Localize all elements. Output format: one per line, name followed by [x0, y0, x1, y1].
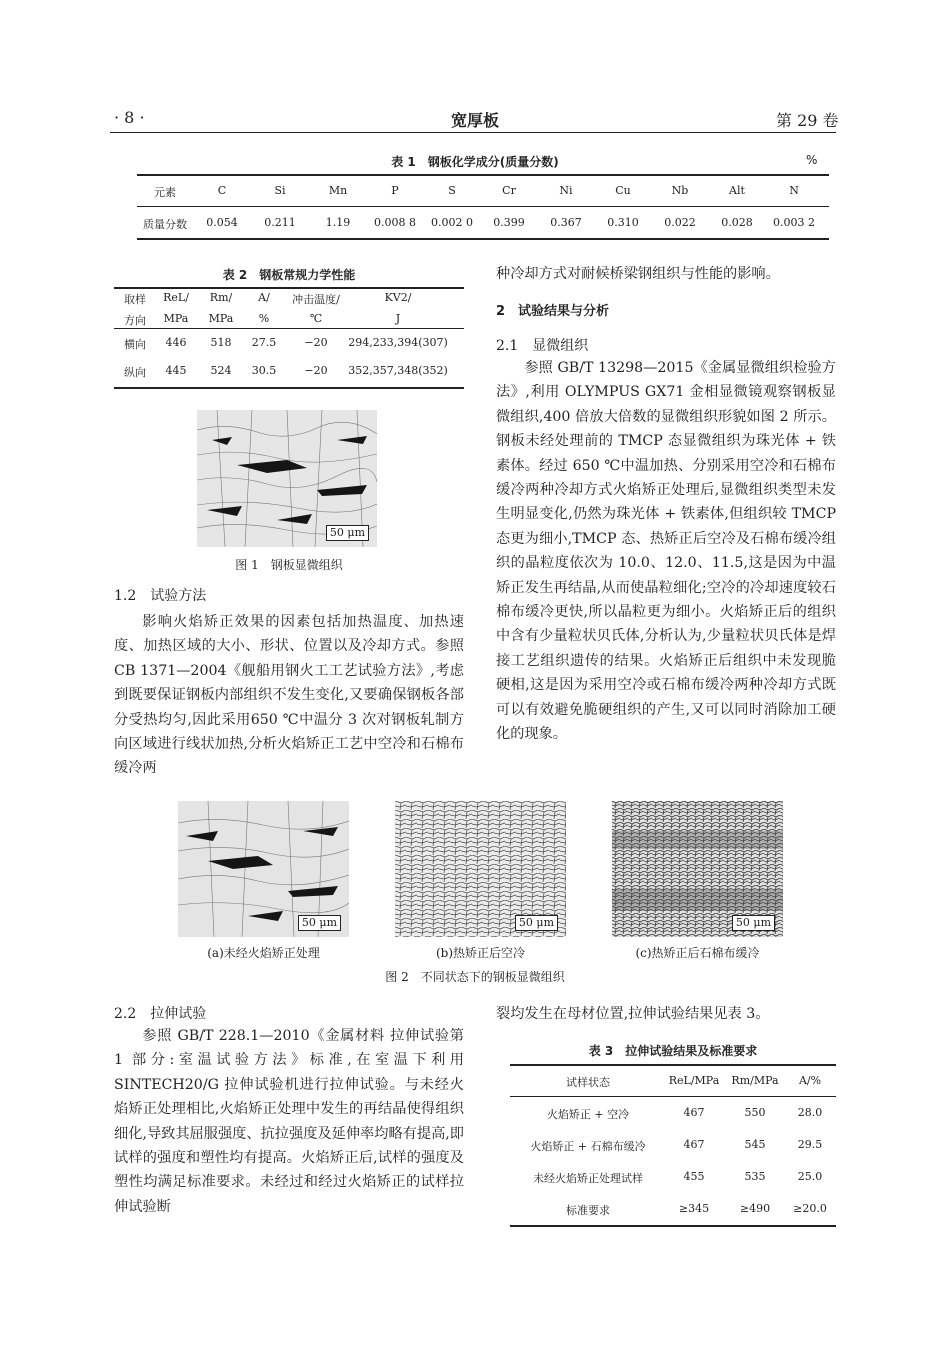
table1-cell: 0.003 2	[773, 216, 815, 229]
table1-cell: 0.028	[721, 216, 753, 229]
table2-mid-rule	[114, 328, 464, 329]
table1-header-cell: C	[217, 184, 227, 197]
table1-header-cell: S	[448, 184, 456, 197]
section-2-2-right-text: 裂均发生在母材位置,拉伸试验结果见表 3。	[496, 1006, 770, 1022]
table3-cell: ≥345	[678, 1202, 710, 1215]
table1-cell: 0.399	[493, 216, 525, 229]
right-continuation: 种冷却方式对耐候桥梁钢组织与性能的影响。	[496, 266, 780, 282]
table2-header-cell: Rm/	[209, 291, 233, 304]
header-rule	[110, 132, 836, 133]
table1-header-cell: Cr	[502, 184, 516, 197]
table2-unit-cell: MPa	[208, 312, 234, 325]
table2-cell: 524	[210, 364, 232, 377]
figure2c-micrograph	[612, 801, 783, 937]
table3-cell: 28.0	[797, 1106, 823, 1119]
table3-cell: 467	[683, 1106, 705, 1119]
table1-cell: 0.008 8	[374, 216, 416, 229]
table2-cell: 518	[210, 336, 232, 349]
table2-unit-cell: ℃	[309, 312, 323, 325]
table3-header-cell: Rm/MPa	[731, 1074, 779, 1087]
table2-cell: 27.5	[251, 336, 277, 349]
table3-bottom-rule	[510, 1225, 836, 1227]
table1-bottom-rule	[137, 238, 829, 240]
table3-caption: 表 3 拉伸试验结果及标准要求	[588, 1044, 758, 1058]
table1-header-cell: N	[789, 184, 799, 197]
table3-header-cell: ReL/MPa	[668, 1074, 720, 1087]
table3-cell: 535	[744, 1170, 766, 1183]
table2-cell: 30.5	[251, 364, 277, 377]
table1-header-cell: 元素	[154, 186, 176, 199]
section-2-1-text: 参照 GB/T 13298—2015《金属显微组织检验方法》,利用 OLYMPUS GX71 金相显微镜观察钢板显微组织,400 倍放大倍数的显微组织形貌如图 2 所示。钢板未经处理前的 TMCP 态显微组织为珠光体 + 铁素体。经过 650 ℃中温加热、分别采用空冷和石棉布缓冷两种冷却方式火焰矫正处理后,显微组织类型未发生明显变化,仍然为珠光体 + 铁素体,但组织较 TMCP 态更为细小,TMCP 态、热矫正后空冷及石棉布缓冷组织的晶粒度依次为 10.0、12.0、11.5,这是因为中温矫正发生再结晶,从而使晶粒细化;空冷的冷却速度较石棉布缓冷更快,所以晶粒更为细小。火焰矫正后的组织中含有少量粒状贝氏体,分析认为,少量粒状贝氏体是焊接工艺组织遗传的结果。火焰矫正后组织中未发现脆硬相,这是因为采用空冷或石棉布缓冷两种冷却方式既可以有效避免脆硬组织的产生,又可以同时消除加工硬化的现象。	[496, 360, 836, 743]
figure2-caption: 图 2 不同状态下的钢板显微组织	[385, 970, 565, 984]
table2-header-cell: 取样	[124, 293, 146, 306]
table3-cell: 25.0	[797, 1170, 823, 1183]
page-number: · 8 ·	[114, 108, 145, 127]
table1-header-cell: Nb	[671, 184, 689, 197]
table3-cell: 550	[744, 1106, 766, 1119]
table2-caption: 表 2 钢板常规力学性能	[222, 268, 356, 282]
table2-cell: 446	[165, 336, 187, 349]
table2-header-cell: KV2/	[384, 291, 412, 304]
table3-cell: 标准要求	[566, 1204, 610, 1217]
section-1-2-heading: 1.2 试验方法	[114, 588, 207, 604]
figure2a-scale-bar: 50 μm	[298, 915, 341, 931]
table1-cell: 0.310	[607, 216, 639, 229]
table2-cell: 352,357,348(352)	[348, 364, 448, 377]
figure2b-caption: (b)热矫正后空冷	[435, 946, 526, 960]
table2-unit-cell: MPa	[163, 312, 189, 325]
volume-label: 第 29 卷	[776, 111, 839, 130]
table2-cell: −20	[304, 336, 328, 349]
table3-cell: 467	[683, 1138, 705, 1151]
table3-mid-rule	[510, 1096, 836, 1097]
table2-bottom-rule	[114, 387, 464, 389]
section-2-2-heading: 2.2 拉伸试验	[114, 1006, 207, 1022]
figure2c-caption: (c)热矫正后石棉布缓冷	[635, 946, 760, 960]
table2-cell: −20	[304, 364, 328, 377]
figure2c-scale-bar: 50 μm	[732, 915, 775, 931]
table1-mid-rule	[137, 206, 829, 207]
figure2a-caption: (a)未经火焰矫正处理	[207, 946, 320, 960]
table2-cell: 纵向	[124, 366, 146, 379]
table1-cell: 0.367	[550, 216, 582, 229]
table3-cell: ≥20.0	[793, 1202, 827, 1215]
section-2-2-text: 参照 GB/T 228.1—2010《金属材料 拉伸试验第 1 部分:室温试验方法》标准,在室温下利用 SINTECH20/G 拉伸试验机进行拉伸试验。与未经火焰矫正处理相比,火焰矫正处理中发生的再结晶使得组织细化,导致其屈服强度、抗拉强度及延伸率均略有提高,即试样的强度和塑性均有提高。火焰矫正后,试样的强度及塑性均满足标准要求。未经过和经过火焰矫正的试样拉伸试验断	[114, 1028, 464, 1215]
table1-header-cell: P	[391, 184, 399, 197]
table1-header-cell: Cu	[615, 184, 631, 197]
table3-cell: 未经火焰矫正处理试样	[533, 1172, 643, 1185]
table3-top-rule	[510, 1064, 836, 1066]
figure1-micrograph	[197, 410, 377, 547]
table3-cell: 火焰矫正 + 石棉布缓冷	[530, 1140, 646, 1153]
table3-header-cell: 试样状态	[566, 1076, 610, 1089]
table3-cell: 455	[683, 1170, 705, 1183]
table2-unit-cell: J	[395, 312, 401, 325]
table1-cell: 1.19	[325, 216, 351, 229]
table2-unit-cell: %	[258, 312, 270, 325]
table2-header-cell: 冲击温度/	[292, 293, 340, 306]
figure1-scale-bar: 50 μm	[326, 525, 369, 541]
section-2-1-heading: 2.1 显微组织	[496, 338, 589, 354]
table2-cell: 横向	[124, 338, 146, 351]
table1-unit: %	[806, 153, 818, 167]
table1-cell: 0.022	[664, 216, 696, 229]
table1-cell: 质量分数	[143, 218, 187, 231]
table3-header-cell: A/%	[798, 1074, 822, 1087]
table2-header-cell: A/	[258, 291, 270, 304]
table2-top-rule	[114, 287, 464, 289]
journal-title: 宽厚板	[450, 111, 499, 130]
table1-cell: 0.002 0	[431, 216, 473, 229]
figure2b-scale-bar: 50 μm	[515, 915, 558, 931]
figure1-caption: 图 1 钢板显微组织	[235, 558, 343, 572]
table1-cell: 0.211	[264, 216, 296, 229]
table1-header-cell: Ni	[559, 184, 573, 197]
table1-top-rule	[137, 174, 829, 176]
table2-cell: 445	[165, 364, 187, 377]
table1-cell: 0.054	[206, 216, 238, 229]
figure2b-micrograph	[395, 801, 566, 937]
section-1-2-text: 影响火焰矫正效果的因素包括加热温度、加热速度、加热区域的大小、形状、位置以及冷却方式。参照 CB 1371—2004《舰船用钢火工工艺试验方法》,考虑到既要保证钢板内部组织不发生变化,又要确保钢板各部分受热均匀,因此采用650 ℃中温分 3 次对钢板轧制方向区域进行线状加热,分析火焰矫正工艺中空冷和石棉布缓冷两	[114, 614, 464, 777]
table1-header-cell: Mn	[328, 184, 348, 197]
table1-header-cell: Alt	[729, 184, 745, 197]
table1-header-cell: Si	[274, 184, 286, 197]
table1-caption: 表 1 钢板化学成分(质量分数)	[391, 155, 559, 169]
table3-cell: ≥490	[739, 1202, 771, 1215]
table2-unit-cell: 方向	[124, 314, 146, 327]
table3-cell: 29.5	[797, 1138, 823, 1151]
figure2a-micrograph	[178, 801, 349, 937]
table2-cell: 294,233,394(307)	[348, 336, 448, 349]
table3-cell: 545	[744, 1138, 766, 1151]
table2-header-cell: ReL/	[163, 291, 189, 304]
table3-cell: 火焰矫正 + 空冷	[546, 1108, 630, 1121]
section-2-heading: 2 试验结果与分析	[496, 304, 610, 319]
